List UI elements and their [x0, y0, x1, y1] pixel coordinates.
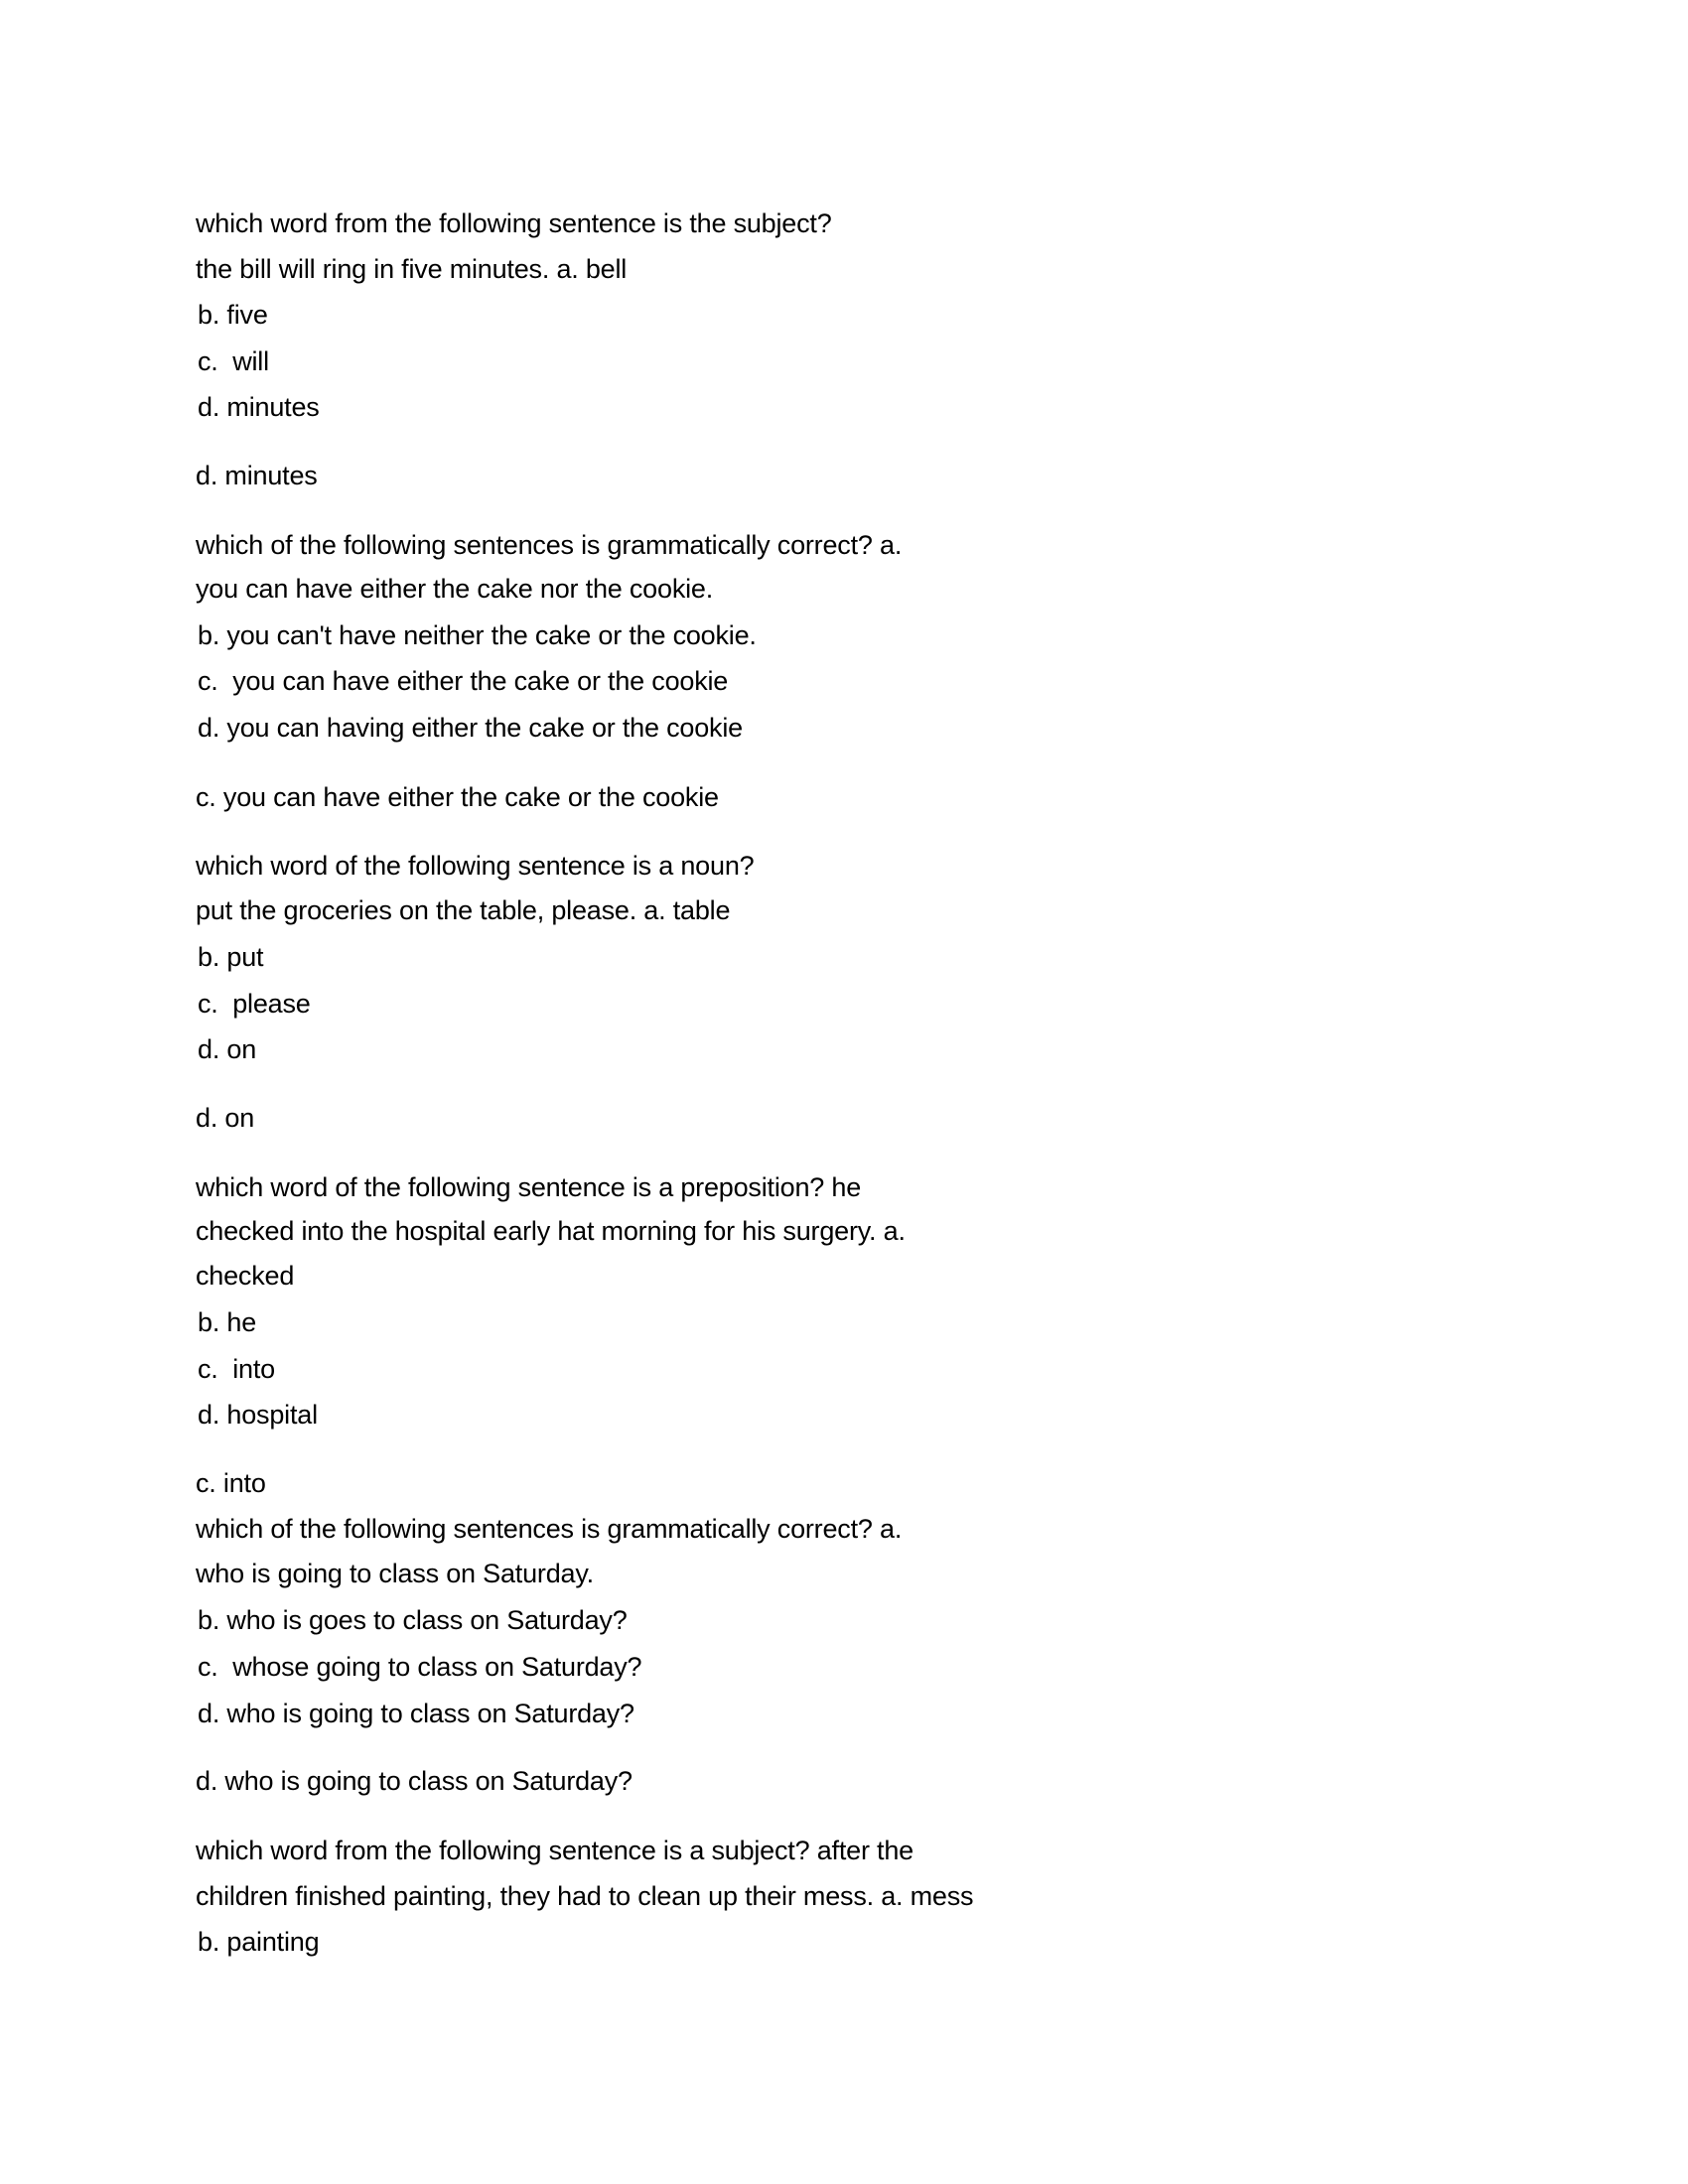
option-c: c. into	[198, 1354, 275, 1384]
option-c: c. you can have either the cake or the cookie	[198, 666, 729, 696]
question-3: which word of the following sentence is a noun?	[196, 851, 755, 881]
option-c: c. please	[198, 989, 311, 1019]
answer-5: d. who is going to class on Saturday?	[196, 1766, 633, 1796]
option-c: c. will	[198, 346, 269, 376]
question-1: which word from the following sentence is the subject?	[196, 208, 832, 238]
option-c: c. whose going to class on Saturday?	[198, 1652, 642, 1682]
question-4: which word of the following sentence is a preposition? he	[196, 1172, 862, 1202]
option-d: d. you can having either the cake or the cookie	[198, 713, 743, 743]
question-4-sentence: checked into the hospital early hat morning for his surgery. a.	[196, 1216, 906, 1246]
question-1-sentence: the bill will ring in five minutes. a. bell	[196, 254, 628, 284]
option-d: d. minutes	[198, 392, 320, 422]
option-b: b. painting	[198, 1927, 320, 1957]
question-4-option-a: checked	[196, 1261, 295, 1291]
answer-4: c. into	[196, 1468, 266, 1498]
option-d: d. hospital	[198, 1400, 318, 1430]
question-5: which of the following sentences is grammatically correct? a.	[196, 1514, 903, 1544]
option-d: d. who is going to class on Saturday?	[198, 1699, 634, 1728]
question-2-option-a: you can have either the cake nor the cookie.	[196, 574, 714, 604]
question-6-sentence: children finished painting, they had to clean up their mess. a. mess	[196, 1881, 974, 1911]
option-b: b. who is goes to class on Saturday?	[198, 1605, 628, 1635]
answer-1: d. minutes	[196, 461, 318, 490]
option-b: b. put	[198, 942, 264, 972]
option-d: d. on	[198, 1034, 257, 1064]
option-b: b. five	[198, 300, 268, 330]
question-2: which of the following sentences is grammatically correct? a.	[196, 530, 903, 560]
answer-2: c. you can have either the cake or the cookie	[196, 782, 719, 812]
question-5-option-a: who is going to class on Saturday.	[196, 1559, 594, 1588]
option-b: b. he	[198, 1307, 257, 1337]
question-3-sentence: put the groceries on the table, please. a. table	[196, 895, 731, 925]
question-6: which word from the following sentence is a subject? after the	[196, 1836, 914, 1865]
option-b: b. you can't have neither the cake or the cookie.	[198, 620, 757, 650]
answer-3: d. on	[196, 1103, 255, 1133]
